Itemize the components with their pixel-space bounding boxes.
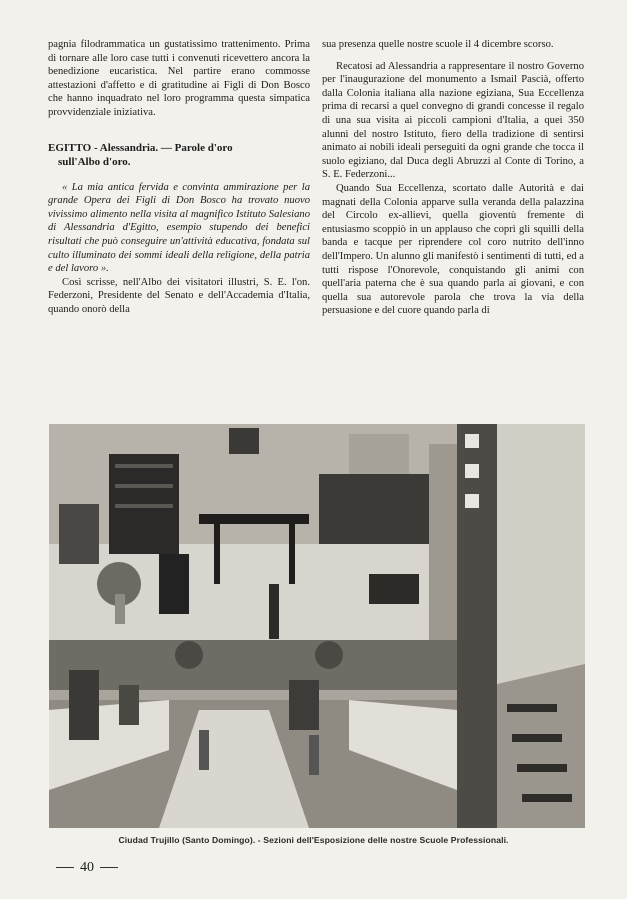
figure-caption: Ciudad Trujillo (Santo Domingo). - Sezioni dell'Esposizione delle nostre Scuole Professionali. xyxy=(118,835,509,845)
article-heading xyxy=(48,141,310,169)
photo-collage xyxy=(49,424,585,828)
photo-exhibition-wall xyxy=(457,424,585,828)
heading-line-2: sull'Albo d'oro. xyxy=(58,155,131,168)
photo-exhibition-room xyxy=(49,424,457,640)
photo-exhibition-hall xyxy=(49,640,457,828)
intro-paragraph: pagnia filodrammatica un gustatissimo trattenimento. Prima di tornare alle loro case tutti i convenuti ricevettero ancora la benedizione eucaristica. Nel partire erano commosse attestazioni d'affetto e di gratitudine ai Figli di Don Bosco che hanno inquadrato nel loro programma questa simpatica provvidenziale iniziativa. xyxy=(48,39,310,118)
right-paragraph-2: Recatosi ad Alessandria a rappresentare il nostro Governo per l'inaugurazione del monumento a Ismail Pascià, offerto dalla Colonia italiana alla nazione egiziana, Sua Eccellenza prima di recarsi a quel convegno di grandi concesse il regalo di una sua visita ai piccoli campioni d'Italia, a quei 350 alunni del nostro Istituto, fiero della tradizione di sentirsi animato ai nobili ideali perseguiti da ogni grande che tocca il suolo egiziano, dal Duca degli Abruzzi al Conte di Torino, a S. E. Federzoni... xyxy=(322,60,584,181)
dash-right xyxy=(100,867,118,868)
right-paragraph-1: sua presenza quelle nostre scuole il 4 dicembre scorso. xyxy=(322,39,554,50)
heading-line-1: EGITTO - Alessandria. — Parole d'oro xyxy=(48,141,233,154)
page-number-block xyxy=(50,860,124,876)
dash-left xyxy=(56,867,74,868)
closing-paragraph: Così scrisse, nell'Albo dei visitatori illustri, S. E. l'on. Federzoni, Presidente del Senato e dell'Accademia d'Italia, quando onorò della xyxy=(48,276,310,315)
page-number: 40 xyxy=(80,860,94,875)
federzoni-quote: « La mia antica fervida e convinta ammirazione per la grande Opera dei Figli di Don Bosco ha trovato nuovo vivissimo alimento nella visita al magnifico Istituto Salesiano di Alessandria d'Egitto, esempio stupendo dei benefici risultati che può conseguire un'attività educativa, fondata sul culto illuminato dei sommi ideali della religione, della patria e del lavoro ». xyxy=(48,181,310,275)
left-column xyxy=(48,38,310,317)
right-paragraph-3: Quando Sua Eccellenza, scortato dalle Autorità e dai magnati della Colonia apparve sulla veranda della palazzina del Circolo ex-allievi, quella gioventù fremente di entusiasmo scoppiò in un applauso che coprì gli squilli della banda e tacque per riprendere col coro nutrito dell'inno dell'Impero. Un alunno gli manifestò i sentimenti di tutti, ed a tutti rispose l'Onorevole, conquistando gli animi con quell'aria paterna che è sua quando parla ai giovani, e con quella sua autorevole parola che trova la via della persuasione e del cuore quando parla di xyxy=(322,182,584,317)
right-column xyxy=(322,38,584,318)
